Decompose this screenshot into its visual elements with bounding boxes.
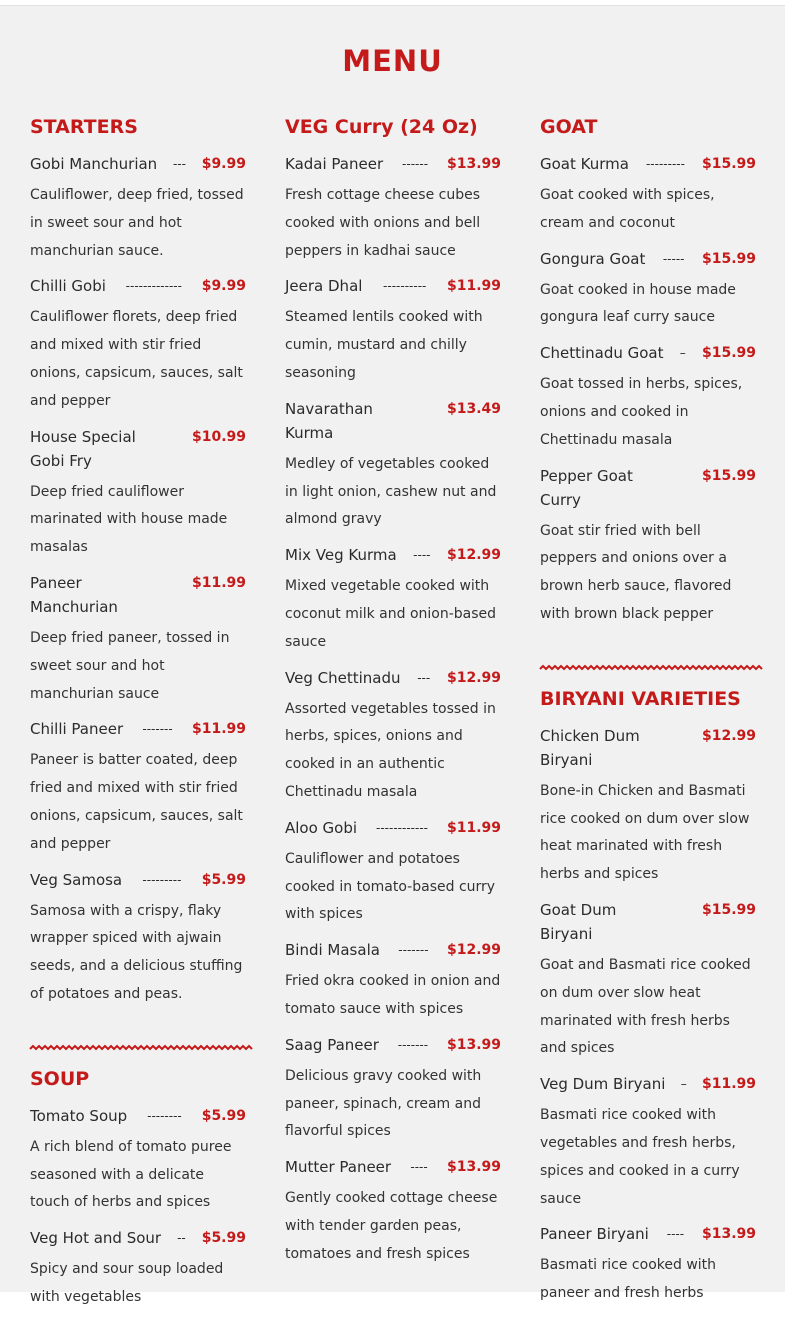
item-description: Paneer is batter coated, deep fried and mixed with stir fried onions, capsicum, sauces, salt and pepper — [30, 752, 243, 852]
item-description: Cauliflower, deep fried, tossed in sweet sour and hot manchurian sauce. — [30, 187, 244, 259]
menu-item — [540, 152, 756, 238]
menu-item — [285, 274, 501, 387]
section-divider — [30, 1044, 246, 1052]
item-price: $12.99 — [446, 669, 501, 686]
section-title: GOAT — [540, 116, 598, 138]
menu-item-header — [30, 152, 246, 176]
item-description: Goat cooked with spices, cream and coconut — [540, 187, 715, 231]
item-name: Veg Dum Biryani — [540, 1075, 666, 1094]
menu-item-header — [540, 464, 756, 512]
item-leader: ------- — [142, 722, 173, 737]
menu-item-header — [30, 1104, 246, 1128]
item-name: Chilli Paneer — [30, 720, 124, 739]
item-price: $15.99 — [701, 345, 756, 362]
item-description: Deep fried cauliflower marinated with house made masalas — [30, 483, 228, 556]
item-price: $13.49 — [446, 400, 501, 417]
item-description: A rich blend of tomato puree seasoned with a delicate touch of herbs and spices — [30, 1138, 232, 1211]
item-price: $5.99 — [201, 1230, 246, 1247]
item-leader: --- — [417, 670, 431, 685]
menu-page — [0, 5, 785, 1305]
item-price: $15.99 — [701, 156, 756, 172]
menu-item — [540, 724, 756, 889]
item-description: Cauliflower and potatoes cooked in tomato-based curry with spices — [285, 850, 496, 923]
section-title: STARTERS — [30, 116, 138, 138]
item-description: Goat cooked in house made gongura leaf curry sauce — [540, 281, 736, 326]
menu-item-header — [540, 152, 756, 176]
menu-item — [540, 1222, 756, 1308]
menu-item-header — [30, 274, 246, 298]
menu-item-header — [285, 1033, 501, 1057]
menu-item — [285, 397, 501, 534]
item-description: Medley of vegetables cooked in light onion, cashew nut and almond gravy — [285, 455, 497, 528]
menu-item-header — [285, 666, 501, 690]
item-description: Bone-in Chicken and Basmati rice cooked on dum over slow heat marinated with fresh herbs and spices — [540, 782, 750, 883]
menu-item — [285, 152, 501, 265]
item-price: $15.99 — [701, 901, 756, 918]
zigzag-divider-icon — [30, 1044, 246, 1052]
menu-item-header — [285, 397, 501, 445]
item-price: $11.99 — [446, 278, 501, 295]
item-leader: ------- — [397, 1037, 429, 1052]
item-price: $13.99 — [446, 1036, 501, 1053]
menu-item — [30, 425, 246, 562]
menu-item-header — [30, 425, 246, 473]
item-description: Samosa with a crispy, flaky wrapper spiced with ajwain seeds, and a delicious stuffing of potatoes and peas. — [30, 902, 243, 1002]
item-name: Bindi Masala — [285, 941, 380, 960]
item-price: $9.99 — [201, 156, 246, 172]
item-description: Gently cooked cottage cheese with tender garden peas, tomatoes and fresh spices — [285, 1190, 498, 1262]
menu-item — [30, 868, 246, 1009]
item-description: Steamed lentils cooked with cumin, mustard and chilly seasoning — [285, 309, 483, 381]
menu-item-header — [30, 1226, 246, 1250]
item-name: Chilli Gobi — [30, 277, 106, 296]
item-leader: – — [680, 1077, 687, 1092]
item-description: Assorted vegetables tossed in herbs, spices, onions and cooked in an authentic Chettinadu masala — [285, 700, 496, 800]
item-description: Fried okra cooked in onion and tomato sauce with spices — [285, 973, 501, 1017]
item-leader: --- — [172, 157, 186, 171]
item-description: Spicy and sour soup loaded with vegetables — [30, 1261, 224, 1305]
menu-column-2 — [285, 114, 501, 1278]
menu-item-header — [285, 543, 501, 567]
menu-item — [30, 571, 246, 708]
menu-item-header — [540, 1222, 756, 1246]
item-description: Goat stir fried with bell peppers and onions over a brown herb sauce, flavored with brown black pepper — [540, 522, 732, 622]
section-title: VEG Curry (24 Oz) — [285, 116, 478, 138]
page-title: MENU — [342, 44, 443, 78]
menu-item — [540, 898, 756, 1063]
item-price: $5.99 — [201, 871, 246, 888]
menu-item — [30, 152, 246, 265]
item-leader: ---- — [666, 1227, 685, 1242]
menu-item — [540, 341, 756, 454]
item-name: Aloo Gobi — [285, 818, 358, 837]
item-leader: ------ — [402, 157, 429, 171]
item-name: Chicken Dum Biryani — [540, 726, 640, 769]
menu-item — [285, 543, 501, 656]
section-divider — [540, 664, 756, 672]
menu-item-header — [30, 571, 246, 619]
item-leader: ------------- — [125, 279, 182, 294]
item-description: Basmati rice cooked with vegetables and fresh herbs, spices and cooked in a curry sauce — [540, 1107, 740, 1207]
item-description: Cauliflower florets, deep fried and mixed with stir fried onions, capsicum, sauces, salt and pepper — [30, 309, 243, 409]
item-price: $12.99 — [446, 547, 501, 564]
item-price: $11.99 — [701, 1076, 756, 1093]
item-price: $15.99 — [701, 467, 756, 484]
item-name: Chettinadu Goat — [540, 344, 664, 363]
item-name: Gobi Manchurian — [30, 155, 158, 173]
item-name: Pepper Goat Curry — [540, 466, 633, 509]
zigzag-divider-icon — [540, 664, 756, 672]
menu-item — [30, 717, 246, 858]
item-name: Mix Veg Kurma — [285, 546, 397, 565]
item-leader: ------------ — [376, 820, 428, 835]
item-name: Veg Hot and Sour — [30, 1229, 162, 1248]
item-leader: --------- — [645, 157, 685, 171]
menu-item — [285, 666, 501, 807]
menu-item — [30, 1226, 246, 1312]
menu-item-header — [30, 717, 246, 741]
menu-item-header — [285, 1155, 501, 1179]
item-price: $15.99 — [701, 250, 756, 267]
item-price: $13.99 — [446, 1159, 501, 1176]
item-description: Mixed vegetable cooked with coconut milk and onion-based sauce — [285, 578, 497, 650]
item-name: Veg Samosa — [30, 870, 123, 889]
item-name: Tomato Soup — [30, 1106, 128, 1125]
menu-item-header — [540, 247, 756, 271]
item-price: $10.99 — [191, 428, 246, 445]
section-title: SOUP — [30, 1067, 90, 1090]
item-name: Gongura Goat — [540, 249, 646, 268]
menu-item-header — [540, 724, 756, 772]
menu-item — [30, 1104, 246, 1217]
item-price: $5.99 — [201, 1107, 246, 1124]
item-leader: ---------- — [383, 279, 427, 294]
item-name: Paneer Manchurian — [30, 573, 118, 616]
menu-item — [540, 1072, 756, 1213]
item-price: $12.99 — [701, 727, 756, 744]
menu-column-3 — [540, 114, 756, 1317]
item-leader: ----- — [662, 251, 685, 266]
item-description: Goat and Basmati rice cooked on dum over slow heat marinated with fresh herbs and spices — [540, 956, 751, 1057]
item-price: $11.99 — [446, 819, 501, 836]
item-name: Jeera Dhal — [285, 277, 363, 296]
item-price: $12.99 — [446, 942, 501, 959]
menu-item — [285, 816, 501, 929]
item-leader: -- — [177, 1231, 186, 1246]
menu-item — [285, 1155, 501, 1268]
item-description: Basmati rice cooked with paneer and fresh herbs — [540, 1257, 717, 1302]
menu-item — [285, 938, 501, 1024]
item-leader: -------- — [147, 1108, 182, 1123]
menu-item-header — [30, 868, 246, 892]
item-name: Goat Dum Biryani — [540, 900, 617, 943]
menu-item — [285, 1033, 501, 1146]
item-price: $11.99 — [191, 721, 246, 738]
menu-item — [540, 247, 756, 333]
item-name: House Special Gobi Fry — [30, 427, 136, 470]
item-leader: ---- — [413, 548, 431, 563]
item-description: Fresh cottage cheese cubes cooked with onions and bell peppers in kadhai sauce — [285, 187, 481, 259]
item-name: Goat Kurma — [540, 155, 629, 173]
item-description: Deep fried paneer, tossed in sweet sour and hot manchurian sauce — [30, 629, 230, 702]
menu-item — [540, 464, 756, 629]
item-name: Veg Chettinadu — [285, 668, 401, 687]
item-price: $11.99 — [191, 574, 246, 591]
menu-item-header — [540, 341, 756, 365]
item-price: $13.99 — [446, 156, 501, 172]
item-leader: ---- — [410, 1160, 428, 1175]
item-leader: ------- — [398, 943, 429, 958]
menu-item-header — [285, 938, 501, 962]
menu-item-header — [285, 816, 501, 840]
item-name: Navarathan Kurma — [285, 399, 373, 442]
menu-column-1 — [30, 114, 246, 1321]
item-name: Paneer Biryani — [540, 1225, 649, 1244]
menu-item-header — [285, 274, 501, 298]
menu-item-header — [540, 898, 756, 946]
item-name: Saag Paneer — [285, 1035, 379, 1054]
item-name: Kadai Paneer — [285, 155, 384, 173]
item-name: Mutter Paneer — [285, 1158, 392, 1177]
menu-item-header — [540, 1072, 756, 1096]
item-price: $13.99 — [701, 1226, 756, 1243]
item-description: Delicious gravy cooked with paneer, spinach, cream and flavorful spices — [285, 1067, 482, 1140]
section-title: BIRYANI VARIETIES — [540, 687, 741, 710]
item-leader: – — [679, 346, 686, 361]
item-price: $9.99 — [201, 278, 246, 295]
item-description: Goat tossed in herbs, spices, onions and cooked in Chettinadu masala — [540, 376, 743, 448]
menu-item-header — [285, 152, 501, 176]
menu-item — [30, 274, 246, 415]
item-leader: --------- — [142, 872, 182, 887]
